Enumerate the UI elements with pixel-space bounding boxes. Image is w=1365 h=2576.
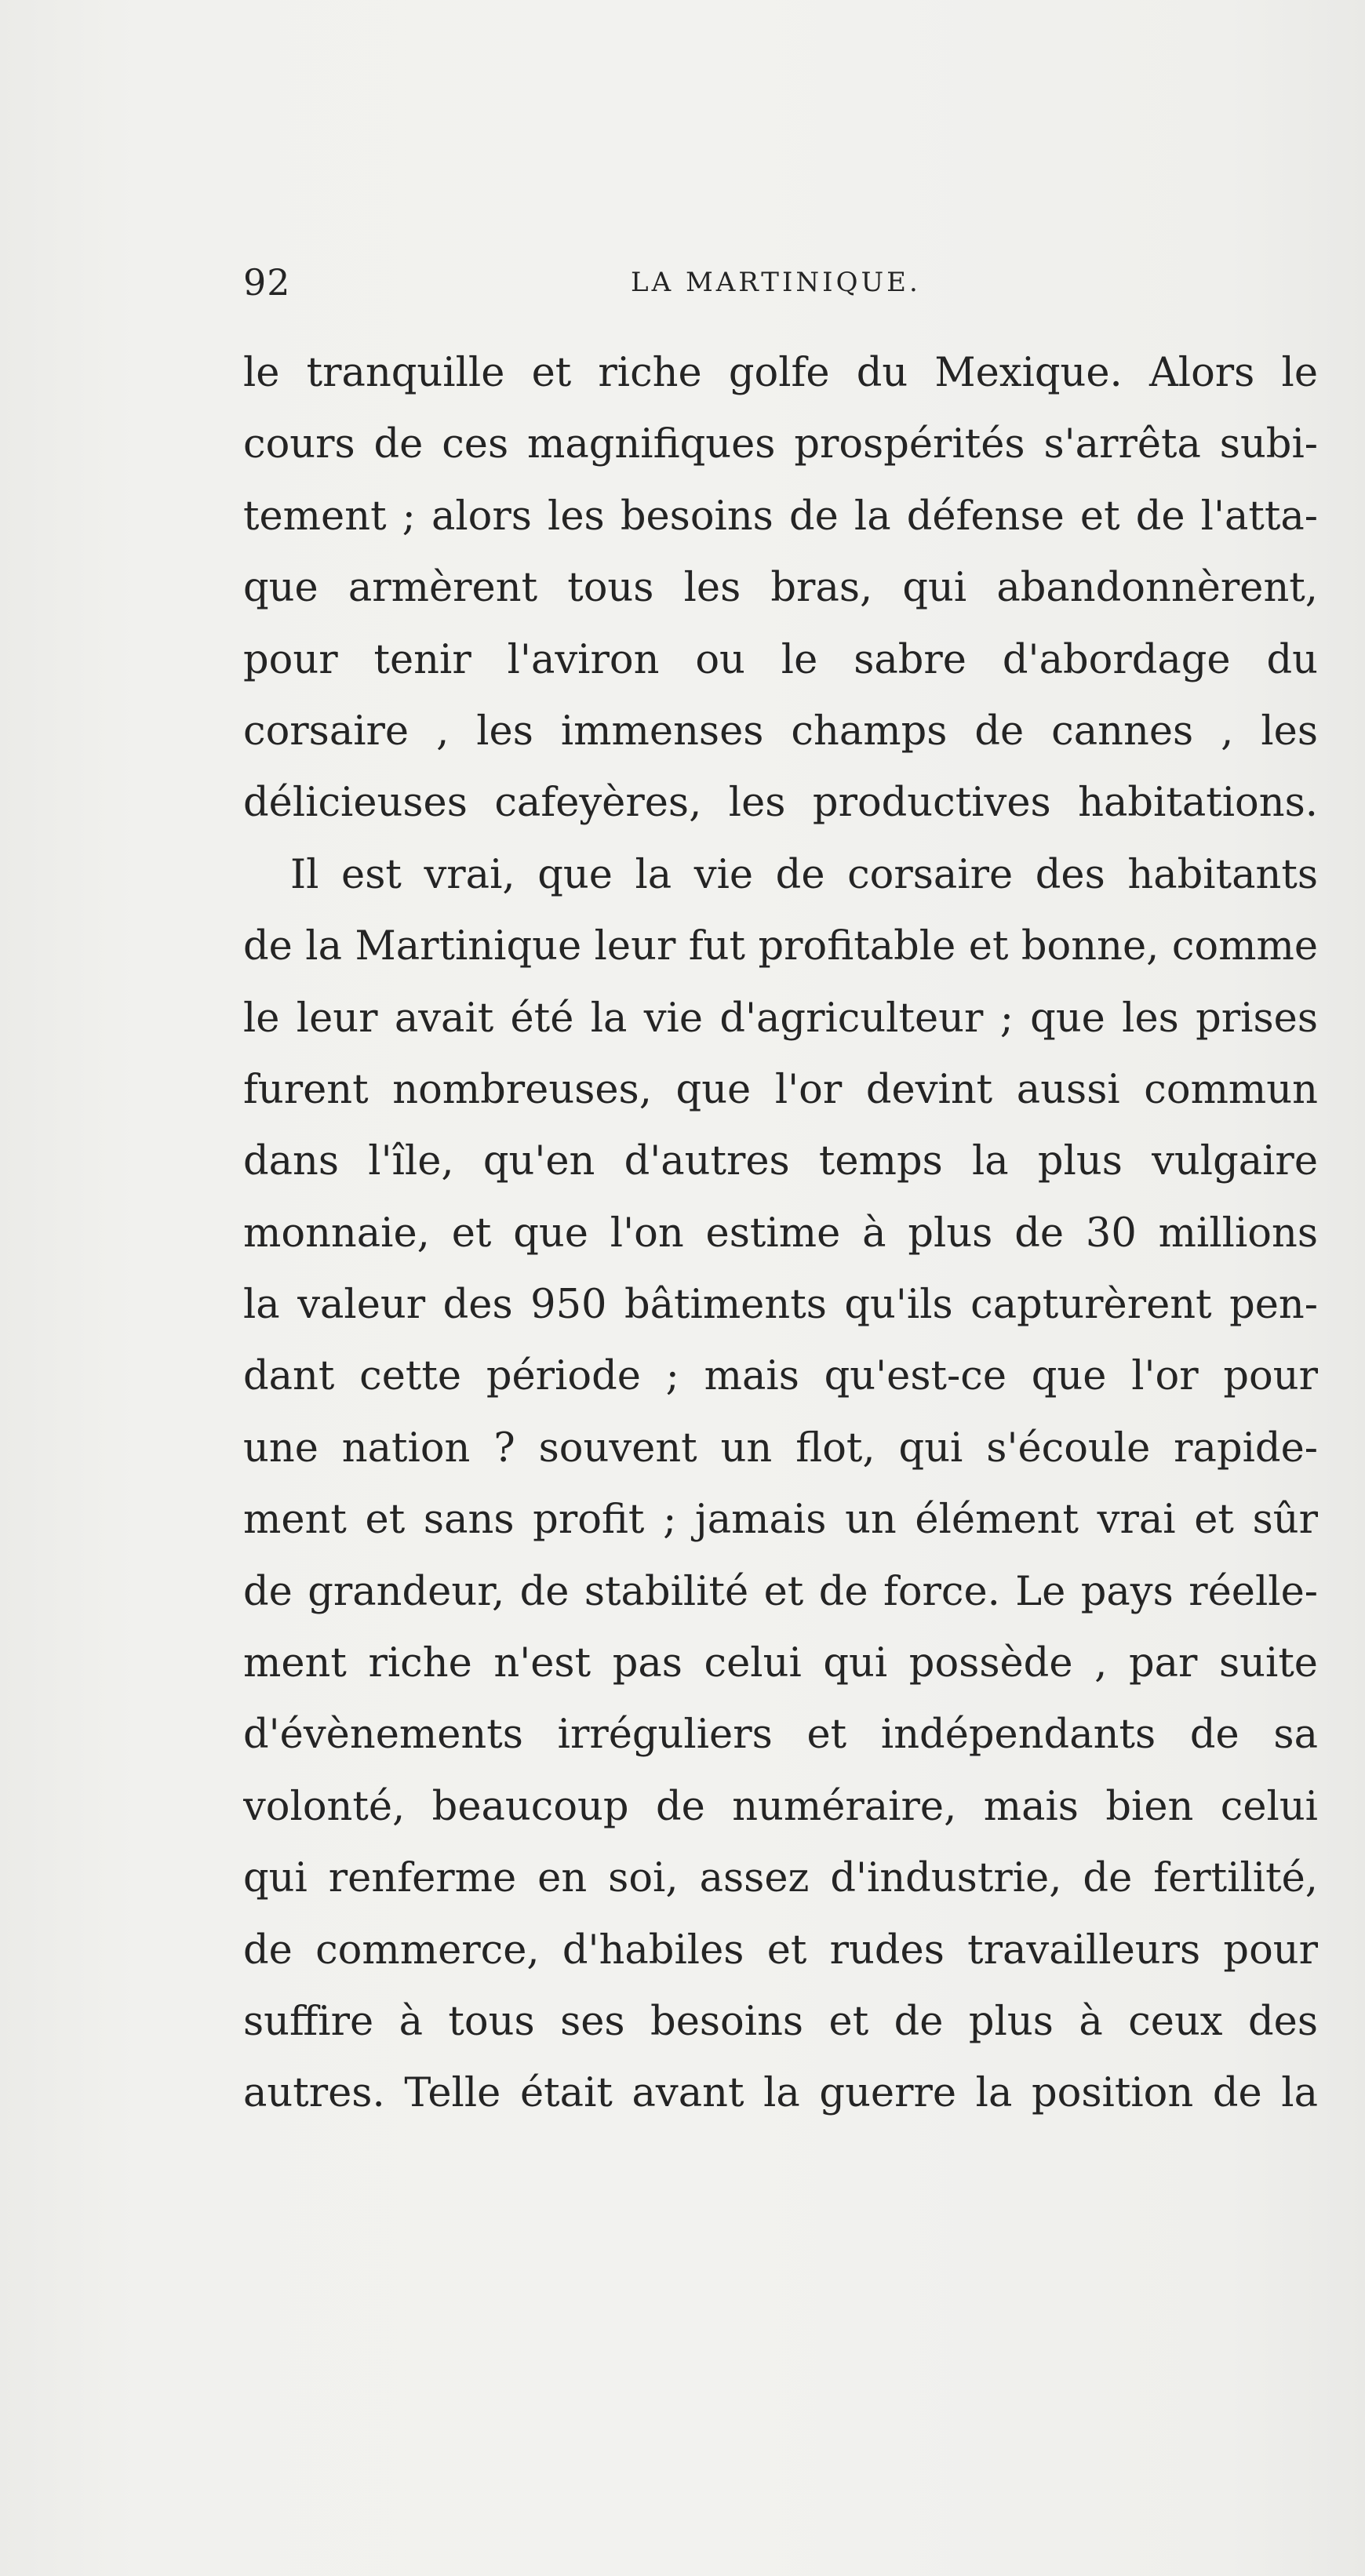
text-line: dant cette période ; mais qu'est-ce que l'or pour <box>243 1353 1318 1400</box>
running-title: LA MARTINIQUE. <box>631 267 921 298</box>
text-line: ment riche n'est pas celui qui possède , par suite <box>243 1640 1318 1687</box>
text-line: de la Martinique leur fut profitable et bonne, comme <box>243 923 1318 970</box>
text-line: la valeur des 950 bâtiments qu'ils capturèrent pen- <box>243 1282 1318 1329</box>
text-line: furent nombreuses, que l'or devint aussi commun <box>243 1066 1318 1113</box>
text-line: de grandeur, de stabilité et de force. Le pays réelle- <box>243 1568 1318 1615</box>
body-text <box>243 337 1318 2130</box>
text-line: pour tenir l'aviron ou le sabre d'abordage du <box>243 636 1318 683</box>
text-line: tement ; alors les besoins de la défense et de l'atta- <box>243 493 1318 540</box>
paragraph-start-line: Il est vrai, que la vie de corsaire des habitants <box>290 851 1318 898</box>
text-line: le tranquille et riche golfe du Mexique. Alors le <box>243 350 1318 396</box>
text-line: de commerce, d'habiles et rudes travailleurs pour <box>243 1927 1318 1974</box>
text-line: dans l'île, qu'en d'autres temps la plus vulgaire <box>243 1138 1318 1185</box>
text-line: cours de ces magnifiques prospérités s'arrêta subi- <box>243 421 1318 468</box>
text-line: suffire à tous ses besoins et de plus à ceux des <box>243 1998 1318 2045</box>
page-number: 92 <box>243 261 291 304</box>
text-line: volonté, beaucoup de numéraire, mais bien celui <box>243 1783 1318 1830</box>
text-line: corsaire , les immenses champs de cannes , les <box>243 708 1318 755</box>
running-head <box>243 259 1318 306</box>
text-line: que armèrent tous les bras, qui abandonnèrent, <box>243 565 1318 612</box>
text-line: une nation ? souvent un flot, qui s'écoule rapide- <box>243 1424 1318 1472</box>
text-line: d'évènements irréguliers et indépendants de sa <box>243 1712 1318 1759</box>
text-line: délicieuses cafeyères, les productives habitations. <box>243 780 1318 827</box>
text-line: monnaie, et que l'on estime à plus de 30 millions <box>243 1210 1318 1257</box>
text-line: ment et sans profit ; jamais un élément vrai et sûr <box>243 1497 1318 1544</box>
text-line: le leur avait été la vie d'agriculteur ; que les prises <box>243 995 1318 1042</box>
text-line: qui renferme en soi, assez d'industrie, de fertilité, <box>243 1855 1318 1902</box>
text-line: autres. Telle était avant la guerre la position de la <box>243 2070 1318 2117</box>
